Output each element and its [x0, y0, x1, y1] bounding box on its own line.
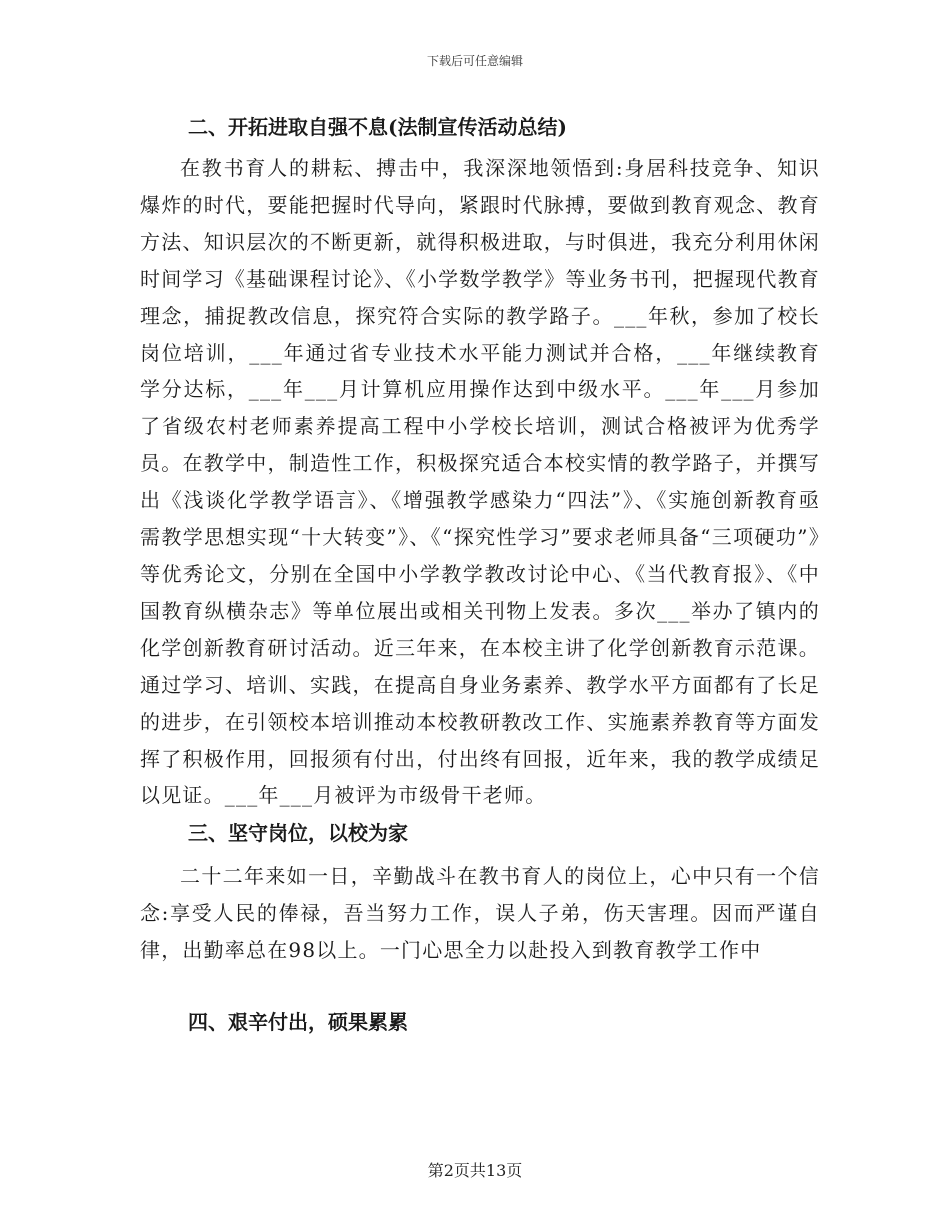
section-paragraph: 二十二年来如一日，辛勤战斗在教书育人的岗位上，心中只有一个信念:享受人民的俸禄，吾当努力工作，误人子弟，伤天害理。因而严谨自律，出勤率总在98以上。一门心思全力以赴投入到教育教学工作中	[140, 864, 820, 963]
document-body	[140, 110, 820, 1039]
page-footer: 第2页共13页	[427, 1161, 523, 1180]
section-heading: 三、坚守岗位，以校为家	[188, 821, 408, 846]
section-paragraph: 在教书育人的耕耘、搏击中，我深深地领悟到:身居科技竞争、知识爆炸的时代，要能把握时代导向，紧跟时代脉搏，要做到教育观念、教育方法、知识层次的不断更新，就得积极进取，与时俱进，我充分利用休闲时间学习《基础课程讨论》、《小学数学教学》等业务书刊，把握现代教育理念，捕捉教改信息，探究符合实际的教学路子。___年秋，参加了校长岗位培训，___年通过省专业技术水平能力测试并合格，___年继续教育学分达标，___年___月计算机应用操作达到中级水平。___年___月参加了省级农村老师素养提高工程中小学校长培训，测试合格被评为优秀学员。在教学中，制造性工作，积极探究适合本校实情的教学路子，并撰写出《浅谈化学教学语言》、《增强教学感染力“四法”》、《实施创新教育亟需教学思想实现“十大转变”》、《“探究性学习”要求老师具备“三项硬功”》等优秀论文，分别在全国中小学教学教改讨论中心、《当代教育报》、《中国教育纵横杂志》等单位展出或相关刊物上发表。多次___举办了镇内的化学创新教育研讨活动。近三年来，在本校主讲了化学创新教育示范课。通过学习、培训、实践，在提高自身业务素养、教学水平方面都有了长足的进步，在引领校本培训推动本校教研教改工作、实施素养教育等方面发挥了积极作用，回报须有付出，付出终有回报，近年来，我的教学成绩足以见证。___年___月被评为市级骨干老师。	[140, 156, 820, 808]
section-heading: 四、艰辛付出，硕果累累	[188, 1010, 408, 1035]
page-header: 下载后可任意编辑	[426, 54, 523, 68]
section-heading: 二、开拓进取自强不息(法制宣传活动总结)	[188, 115, 567, 139]
